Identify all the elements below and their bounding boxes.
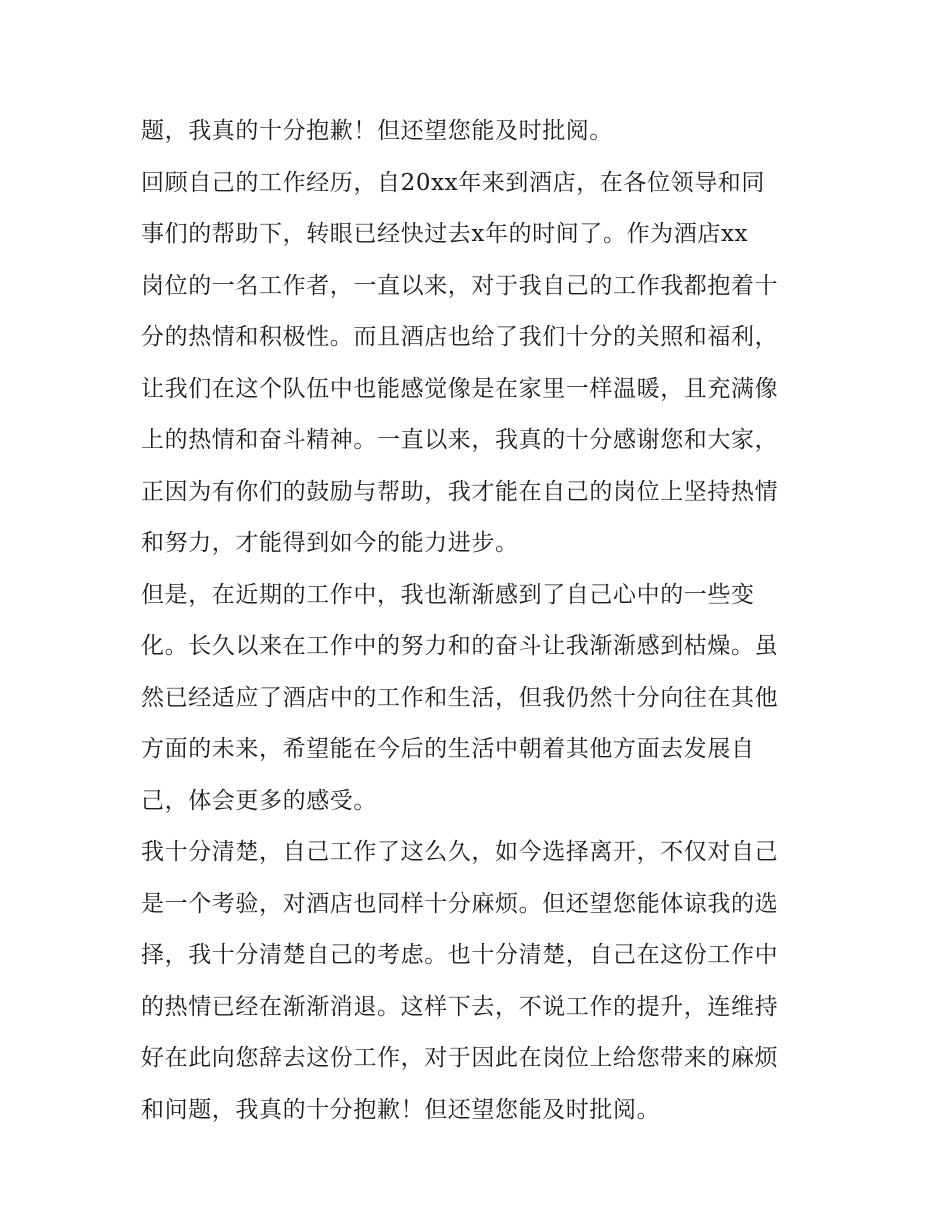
text-line: 化。长久以来在工作中的努力和的奋斗让我渐渐感到枯燥。虽 [141,633,779,659]
text-line: 让我们在这个队伍中也能感觉像是在家里一样温暖，且充满像 [141,375,779,402]
text-line: 己，体会更多的感受。 [141,787,377,814]
text-line: 回顾自己的工作经历，自20xx年来到酒店，在各位领导和同 [141,169,766,196]
text-line: 正因为有你们的鼓励与帮助，我才能在自己的岗位上坚持热情 [141,478,779,505]
text-line: 是一个考验，对酒店也同样十分麻烦。但还望您能体谅我的选 [141,890,779,917]
text-line: 事们的帮助下，转眼已经快过去x年的时间了。作为酒店xx [141,221,749,247]
text-line: 我十分清楚，自己工作了这么久，如今选择离开，不仅对自己 [141,839,779,865]
text-line: 好在此向您辞去这份工作，对于因此在岗位上给您带来的麻烦 [141,1045,779,1071]
document-body [141,106,813,1136]
text-line: 和努力，才能得到如今的能力进步。 [141,530,519,556]
text-line: 择，我十分清楚自己的考虑。也十分清楚，自己在这份工作中 [141,942,779,968]
text-line: 题，我真的十分抱歉！但还望您能及时批阅。 [141,118,613,144]
text-line: 但是，在近期的工作中，我也渐渐感到了自己心中的一些变 [141,581,755,608]
text-line: 然已经适应了酒店中的工作和生活，但我仍然十分向往在其他 [141,684,779,711]
text-line: 和问题，我真的十分抱歉！但还望您能及时批阅。 [141,1096,661,1123]
text-line: 上的热情和奋斗精神。一直以来，我真的十分感谢您和大家， [141,427,779,453]
text-line: 的热情已经在渐渐消退。这样下去，不说工作的提升，连维持 [141,993,779,1020]
text-line: 方面的未来，希望能在今后的生活中朝着其他方面去发展自 [141,736,755,762]
text-line: 分的热情和积极性。而且酒店也给了我们十分的关照和福利， [141,324,779,350]
text-line: 岗位的一名工作者，一直以来，对于我自己的工作我都抱着十 [141,272,779,299]
